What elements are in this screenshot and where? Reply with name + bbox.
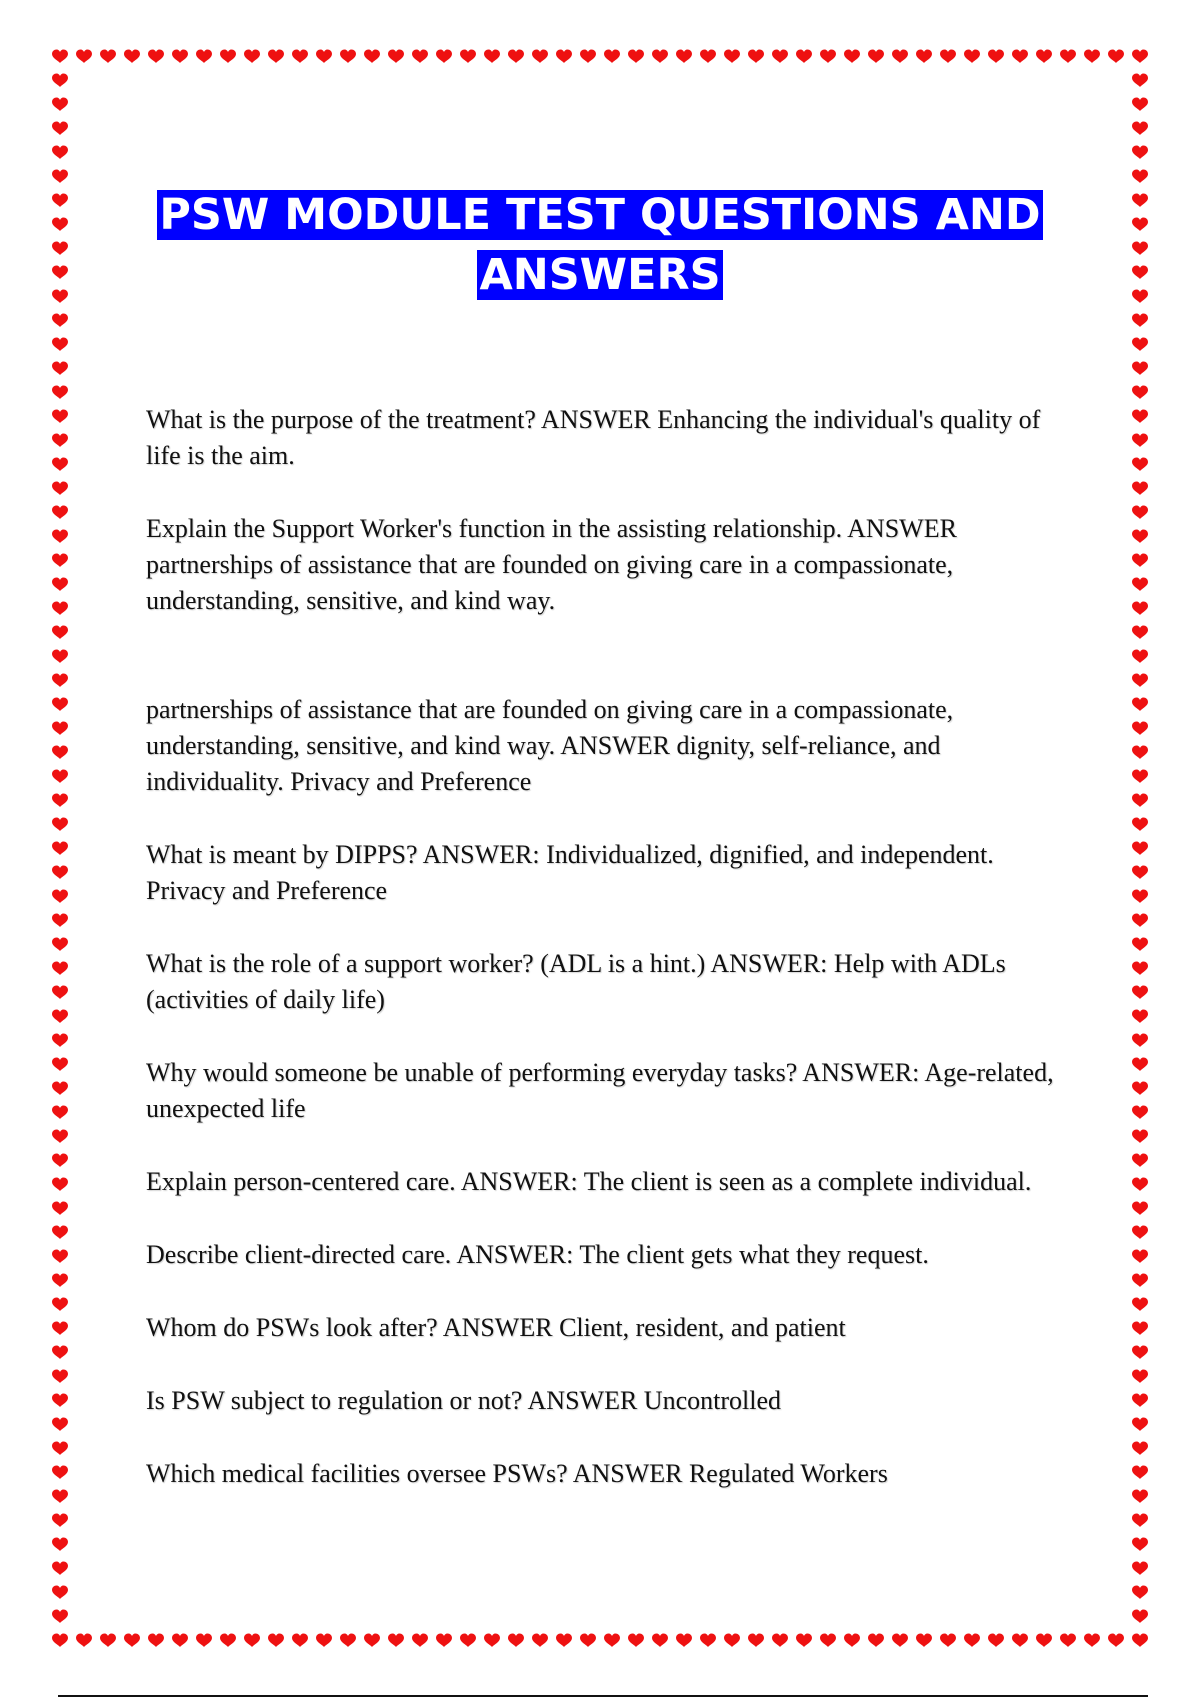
- heart-icon: [724, 50, 740, 64]
- heart-icon: [652, 1634, 668, 1648]
- heart-icon: [52, 722, 68, 736]
- heart-icon: [508, 50, 524, 64]
- heart-icon: [1132, 1130, 1148, 1144]
- heart-icon: [1132, 50, 1148, 64]
- heart-icon: [52, 146, 68, 160]
- heart-icon: [268, 1634, 284, 1648]
- heart-icon: [1132, 1370, 1148, 1384]
- heart-icon: [52, 1514, 68, 1528]
- heart-icon: [172, 50, 188, 64]
- heart-icon: [1132, 1634, 1148, 1648]
- heart-icon: [52, 1586, 68, 1600]
- qa-item: Describe client-directed care. ANSWER: The client gets what they request.: [146, 1240, 929, 1269]
- heart-icon: [1132, 914, 1148, 928]
- heart-icon: [532, 1634, 548, 1648]
- heart-icon: [52, 842, 68, 856]
- heart-icon: [52, 818, 68, 832]
- heart-icon: [52, 698, 68, 712]
- heart-icon: [1132, 650, 1148, 664]
- heart-icon: [292, 1634, 308, 1648]
- heart-icon: [52, 602, 68, 616]
- heart-icon: [52, 410, 68, 424]
- heart-icon: [556, 50, 572, 64]
- heart-icon: [748, 50, 764, 64]
- heart-icon: [1132, 266, 1148, 280]
- heart-icon: [196, 50, 212, 64]
- heart-icon: [1036, 1634, 1052, 1648]
- heart-icon: [1132, 122, 1148, 136]
- heart-icon: [1132, 818, 1148, 832]
- heart-icon: [1132, 1586, 1148, 1600]
- heart-icon: [1132, 1034, 1148, 1048]
- heart-icon: [52, 74, 68, 88]
- heart-icon: [1108, 1634, 1124, 1648]
- heart-icon: [52, 530, 68, 544]
- heart-icon: [1132, 362, 1148, 376]
- heart-icon: [1132, 1610, 1148, 1624]
- heart-icon: [124, 50, 140, 64]
- heart-icon: [220, 1634, 236, 1648]
- heart-icon: [940, 1634, 956, 1648]
- heart-icon: [460, 50, 476, 64]
- heart-icon: [340, 50, 356, 64]
- heart-icon: [1132, 1442, 1148, 1456]
- heart-icon: [1132, 1250, 1148, 1264]
- qa-item: What is the purpose of the treatment? ANSWER Enhancing the individual's quality of life is the aim.: [146, 405, 1041, 470]
- heart-icon: [244, 50, 260, 64]
- heart-icon: [1132, 794, 1148, 808]
- heart-icon: [964, 50, 980, 64]
- heart-icon: [772, 50, 788, 64]
- heart-icon: [844, 1634, 860, 1648]
- heart-icon: [52, 242, 68, 256]
- title-highlight: PSW MODULE TEST QUESTIONS AND ANSWERS: [159, 190, 1041, 300]
- heart-icon: [1132, 74, 1148, 88]
- heart-icon: [52, 1562, 68, 1576]
- heart-icon: [1132, 314, 1148, 328]
- heart-icon: [1132, 1418, 1148, 1432]
- heart-icon: [52, 1274, 68, 1288]
- heart-icon: [1132, 1562, 1148, 1576]
- heart-icon: [1132, 674, 1148, 688]
- heart-icon: [1132, 1202, 1148, 1216]
- heart-icon: [484, 50, 500, 64]
- heart-icon: [676, 1634, 692, 1648]
- qa-item: Why would someone be unable of performing everyday tasks? ANSWER: Age-related, unexpected life: [146, 1058, 1054, 1123]
- heart-icon: [364, 50, 380, 64]
- heart-icon: [1132, 1538, 1148, 1552]
- heart-icon: [52, 914, 68, 928]
- heart-icon: [676, 50, 692, 64]
- heart-icon: [1132, 842, 1148, 856]
- heart-icon: [1132, 698, 1148, 712]
- heart-icon: [52, 1250, 68, 1264]
- heart-icon: [604, 50, 620, 64]
- heart-icon: [52, 1490, 68, 1504]
- heart-icon: [52, 362, 68, 376]
- heart-icon: [1132, 386, 1148, 400]
- heart-icon: [100, 1634, 116, 1648]
- heart-icon: [1132, 482, 1148, 496]
- page-title: [150, 185, 1050, 305]
- heart-icon: [340, 1634, 356, 1648]
- heart-icon: [52, 1010, 68, 1024]
- heart-icon: [1132, 1346, 1148, 1360]
- qa-item: Is PSW subject to regulation or not? ANSWER Uncontrolled: [146, 1386, 781, 1415]
- heart-icon: [1132, 1466, 1148, 1480]
- heart-icon: [916, 1634, 932, 1648]
- heart-icon: [1084, 50, 1100, 64]
- qa-item: Which medical facilities oversee PSWs? ANSWER Regulated Workers: [146, 1459, 888, 1488]
- heart-icon: [1132, 602, 1148, 616]
- heart-icon: [52, 506, 68, 520]
- heart-icon: [52, 98, 68, 112]
- heart-icon: [748, 1634, 764, 1648]
- heart-icon: [1132, 290, 1148, 304]
- heart-icon: [940, 50, 956, 64]
- heart-icon: [700, 1634, 716, 1648]
- heart-icon: [988, 50, 1004, 64]
- heart-icon: [868, 50, 884, 64]
- heart-icon: [916, 50, 932, 64]
- heart-icon: [964, 1634, 980, 1648]
- heart-icon: [1132, 986, 1148, 1000]
- heart-icon: [1132, 506, 1148, 520]
- heart-icon: [1012, 50, 1028, 64]
- heart-icon: [52, 866, 68, 880]
- heart-icon: [1132, 194, 1148, 208]
- heart-icon: [1132, 866, 1148, 880]
- heart-icon: [52, 1634, 68, 1648]
- heart-icon: [1132, 434, 1148, 448]
- heart-icon: [148, 50, 164, 64]
- heart-icon: [484, 1634, 500, 1648]
- heart-icon: [1012, 1634, 1028, 1648]
- heart-icon: [76, 50, 92, 64]
- heart-icon: [52, 1058, 68, 1072]
- heart-icon: [52, 1322, 68, 1336]
- heart-icon: [1132, 218, 1148, 232]
- heart-icon: [52, 1442, 68, 1456]
- heart-icon: [52, 1154, 68, 1168]
- heart-icon: [52, 626, 68, 640]
- heart-icon: [1132, 170, 1148, 184]
- heart-icon: [52, 746, 68, 760]
- heart-icon: [1132, 1322, 1148, 1336]
- heart-icon: [52, 50, 68, 64]
- heart-icon: [52, 1346, 68, 1360]
- heart-icon: [1132, 722, 1148, 736]
- heart-icon: [52, 1130, 68, 1144]
- qa-item: What is the role of a support worker? (ADL is a hint.) ANSWER: Help with ADLs (activities of daily life): [146, 949, 1006, 1014]
- heart-icon: [1132, 98, 1148, 112]
- heart-icon: [628, 50, 644, 64]
- heart-icon: [892, 50, 908, 64]
- heart-icon: [364, 1634, 380, 1648]
- heart-icon: [1132, 530, 1148, 544]
- heart-icon: [1132, 890, 1148, 904]
- heart-icon: [52, 770, 68, 784]
- heart-icon: [52, 1610, 68, 1624]
- heart-icon: [1132, 1154, 1148, 1168]
- heart-icon: [796, 50, 812, 64]
- heart-icon: [52, 290, 68, 304]
- heart-icon: [52, 1370, 68, 1384]
- heart-icon: [1132, 410, 1148, 424]
- heart-icon: [1132, 1298, 1148, 1312]
- heart-icon: [1132, 1010, 1148, 1024]
- heart-icon: [868, 1634, 884, 1648]
- heart-icon: [52, 314, 68, 328]
- heart-icon: [148, 1634, 164, 1648]
- heart-icon: [52, 194, 68, 208]
- heart-icon: [52, 122, 68, 136]
- heart-icon: [1132, 1490, 1148, 1504]
- heart-icon: [1132, 1514, 1148, 1528]
- heart-icon: [52, 1394, 68, 1408]
- heart-icon: [172, 1634, 188, 1648]
- heart-icon: [52, 1418, 68, 1432]
- qa-item: Whom do PSWs look after? ANSWER Client, resident, and patient: [146, 1313, 846, 1342]
- heart-icon: [1132, 1058, 1148, 1072]
- heart-icon: [52, 1466, 68, 1480]
- heart-icon: [532, 50, 548, 64]
- heart-icon: [1132, 578, 1148, 592]
- heart-icon: [388, 50, 404, 64]
- heart-icon: [52, 986, 68, 1000]
- heart-icon: [52, 1202, 68, 1216]
- heart-icon: [52, 1082, 68, 1096]
- heart-icon: [988, 1634, 1004, 1648]
- heart-icon: [52, 266, 68, 280]
- heart-icon: [1036, 50, 1052, 64]
- qa-item: partnerships of assistance that are founded on giving care in a compassionate, understanding, sensitive, and kind way. ANSWER dignity, self-reliance, and individuality. Privacy and Preference: [146, 695, 954, 796]
- heart-icon: [52, 458, 68, 472]
- heart-icon: [52, 1298, 68, 1312]
- heart-icon: [76, 1634, 92, 1648]
- heart-icon: [436, 50, 452, 64]
- qa-item: What is meant by DIPPS? ANSWER: Individualized, dignified, and independent. Privacy and Preference: [146, 840, 994, 905]
- heart-icon: [580, 1634, 596, 1648]
- heart-icon: [52, 1226, 68, 1240]
- heart-icon: [196, 1634, 212, 1648]
- heart-icon: [52, 170, 68, 184]
- heart-icon: [52, 386, 68, 400]
- heart-icon: [1132, 1082, 1148, 1096]
- heart-icon: [628, 1634, 644, 1648]
- heart-icon: [508, 1634, 524, 1648]
- heart-icon: [772, 1634, 788, 1648]
- heart-icon: [1132, 458, 1148, 472]
- heart-icon: [700, 50, 716, 64]
- heart-icon: [52, 794, 68, 808]
- heart-icon: [52, 962, 68, 976]
- heart-icon: [1132, 962, 1148, 976]
- heart-icon: [604, 1634, 620, 1648]
- heart-icon: [1060, 50, 1076, 64]
- heart-icon: [1060, 1634, 1076, 1648]
- heart-icon: [556, 1634, 572, 1648]
- heart-icon: [316, 1634, 332, 1648]
- heart-icon: [1132, 626, 1148, 640]
- heart-icon: [1132, 1106, 1148, 1120]
- heart-icon: [220, 50, 236, 64]
- heart-icon: [1132, 938, 1148, 952]
- heart-icon: [820, 50, 836, 64]
- heart-icon: [1084, 1634, 1100, 1648]
- heart-icon: [52, 218, 68, 232]
- heart-icon: [52, 434, 68, 448]
- heart-icon: [268, 50, 284, 64]
- heart-icon: [412, 1634, 428, 1648]
- heart-icon: [412, 50, 428, 64]
- heart-icon: [316, 50, 332, 64]
- heart-icon: [1132, 554, 1148, 568]
- heart-icon: [1132, 146, 1148, 160]
- heart-icon: [1132, 770, 1148, 784]
- heart-icon: [580, 50, 596, 64]
- heart-icon: [52, 482, 68, 496]
- heart-icon: [124, 1634, 140, 1648]
- qa-item: Explain person-centered care. ANSWER: The client is seen as a complete individual.: [146, 1167, 1032, 1196]
- heart-icon: [1132, 1178, 1148, 1192]
- heart-icon: [1132, 746, 1148, 760]
- heart-icon: [1108, 50, 1124, 64]
- heart-icon: [892, 1634, 908, 1648]
- heart-icon: [52, 650, 68, 664]
- heart-icon: [52, 338, 68, 352]
- heart-icon: [1132, 338, 1148, 352]
- heart-icon: [52, 1538, 68, 1552]
- qa-item: Explain the Support Worker's function in the assisting relationship. ANSWER partnerships of assistance that are founded on giving care in a compassionate, understanding, sensitive, and kind way.: [146, 514, 957, 615]
- qa-list: [146, 402, 1061, 1529]
- heart-icon: [1132, 1226, 1148, 1240]
- heart-icon: [52, 890, 68, 904]
- heart-icon: [292, 50, 308, 64]
- heart-icon: [724, 1634, 740, 1648]
- heart-icon: [52, 1106, 68, 1120]
- heart-icon: [388, 1634, 404, 1648]
- heart-icon: [52, 938, 68, 952]
- heart-icon: [1132, 1274, 1148, 1288]
- bottom-rule: [58, 1695, 1148, 1697]
- heart-icon: [436, 1634, 452, 1648]
- heart-icon: [796, 1634, 812, 1648]
- heart-icon: [52, 554, 68, 568]
- heart-icon: [100, 50, 116, 64]
- heart-icon: [820, 1634, 836, 1648]
- heart-icon: [52, 1034, 68, 1048]
- heart-icon: [1132, 242, 1148, 256]
- heart-icon: [844, 50, 860, 64]
- heart-icon: [244, 1634, 260, 1648]
- heart-icon: [460, 1634, 476, 1648]
- heart-icon: [52, 578, 68, 592]
- heart-icon: [1132, 1394, 1148, 1408]
- heart-icon: [52, 674, 68, 688]
- heart-icon: [52, 1178, 68, 1192]
- heart-icon: [652, 50, 668, 64]
